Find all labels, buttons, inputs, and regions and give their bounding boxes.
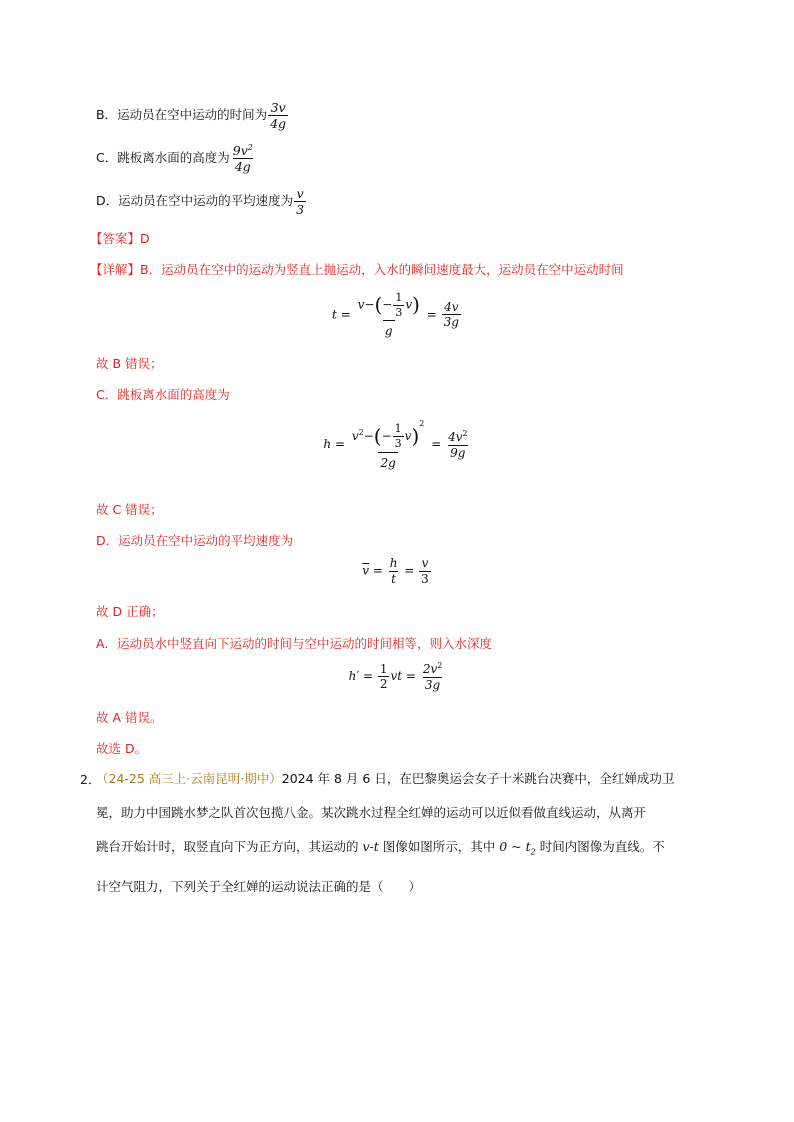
option-b-label: B． [96, 107, 118, 123]
answer-line [90, 229, 150, 247]
final-answer: 故选 D。 [96, 741, 148, 756]
frac-numerator: 3v [270, 100, 286, 115]
explanation-d-line: D．运动员在空中运动的平均速度为 [96, 533, 294, 548]
equation-average-velocity: $\overline{v}$ = $\frac{h}{t}$ = $\frac{v}{3}$ [362, 556, 429, 586]
option-d-fraction [294, 187, 306, 216]
option-b [96, 101, 289, 130]
question2-number: 2． [80, 772, 101, 787]
frac-denominator: 3 [296, 202, 305, 218]
explanation-b-text: B．运动员在空中的运动为竖直上抛运动，入水的瞬间速度最大，运动员在空中运动时间 [140, 262, 624, 277]
frac-numerator: v [296, 186, 304, 201]
conclusion-b: 故 B 错误； [96, 356, 163, 371]
frac-numerator: $9v^2$ [232, 143, 253, 159]
equation-water-depth: h′ = $\frac{1}{2}$ vt = $\frac{2v^2}{3g}$ [348, 661, 443, 692]
conclusion-a: 故 A 错误。 [96, 710, 163, 725]
question2-source: （24-25 高三上·云南昆明·期中） [96, 771, 282, 786]
eq1-main-fraction: v−(− $\frac{1}{3}$ v) g [357, 291, 420, 339]
explanation-tag: 【详解】 [90, 262, 141, 277]
option-b-text: 运动员在空中运动的时间为 [117, 107, 268, 123]
option-c-label: C． [96, 150, 118, 166]
option-c [96, 144, 256, 173]
conclusion-d: 故 D 正确； [96, 604, 164, 619]
frac-denominator: 4g [234, 159, 251, 175]
answer-tag: 【答案】 [90, 231, 141, 246]
explanation-b-line [90, 260, 624, 278]
explanation-a-line: A．运动员水中竖直向下运动的时间与空中运动的时间相等，则入水深度 [96, 636, 493, 651]
option-d [96, 187, 307, 216]
answer-value: D [140, 231, 150, 246]
conclusion-c: 故 C 错误； [96, 502, 163, 517]
frac-denominator: 4g [270, 116, 287, 132]
explanation-c-line: C．跳板离水面的高度为 [96, 387, 230, 402]
equation-height: h = $v^2-(-$ $\frac{1}{3}$ v)$^2$ 2g = $\frac{4v^2}{9g}$ [323, 419, 468, 470]
eq2-main-fraction: $v^2-(-$ $\frac{1}{3}$ v)$^2$ 2g [351, 419, 425, 470]
option-c-fraction [231, 144, 255, 173]
equation-time: t = v−(− $\frac{1}{3}$ v) g = $\frac{4v}{3g}$ [332, 291, 459, 339]
option-b-fraction [268, 101, 288, 130]
option-d-label: D． [96, 193, 119, 209]
option-c-text: 跳板离水面的高度为 [117, 150, 230, 166]
option-d-text: 运动员在空中运动的平均速度为 [118, 193, 294, 209]
question2-stem: （24-25 高三上·云南昆明·期中）2024 年 8 月 6 日，在巴黎奥运会女子十米跳台决赛中，全红婵成功卫 冕，助力中国跳水梦之队首次包揽八金。某次跳水过程全红婵的运动可以近似看做直线运动，从离开 跳台开始计时，取竖直向下为正方向，其运动的 v-t 图像如图所示，其中 0 ~ $t_2$ 时间内图像为直线。不 计空气阻力，下列关于全红婵的运动说法正确的是（ ） [96, 771, 675, 894]
